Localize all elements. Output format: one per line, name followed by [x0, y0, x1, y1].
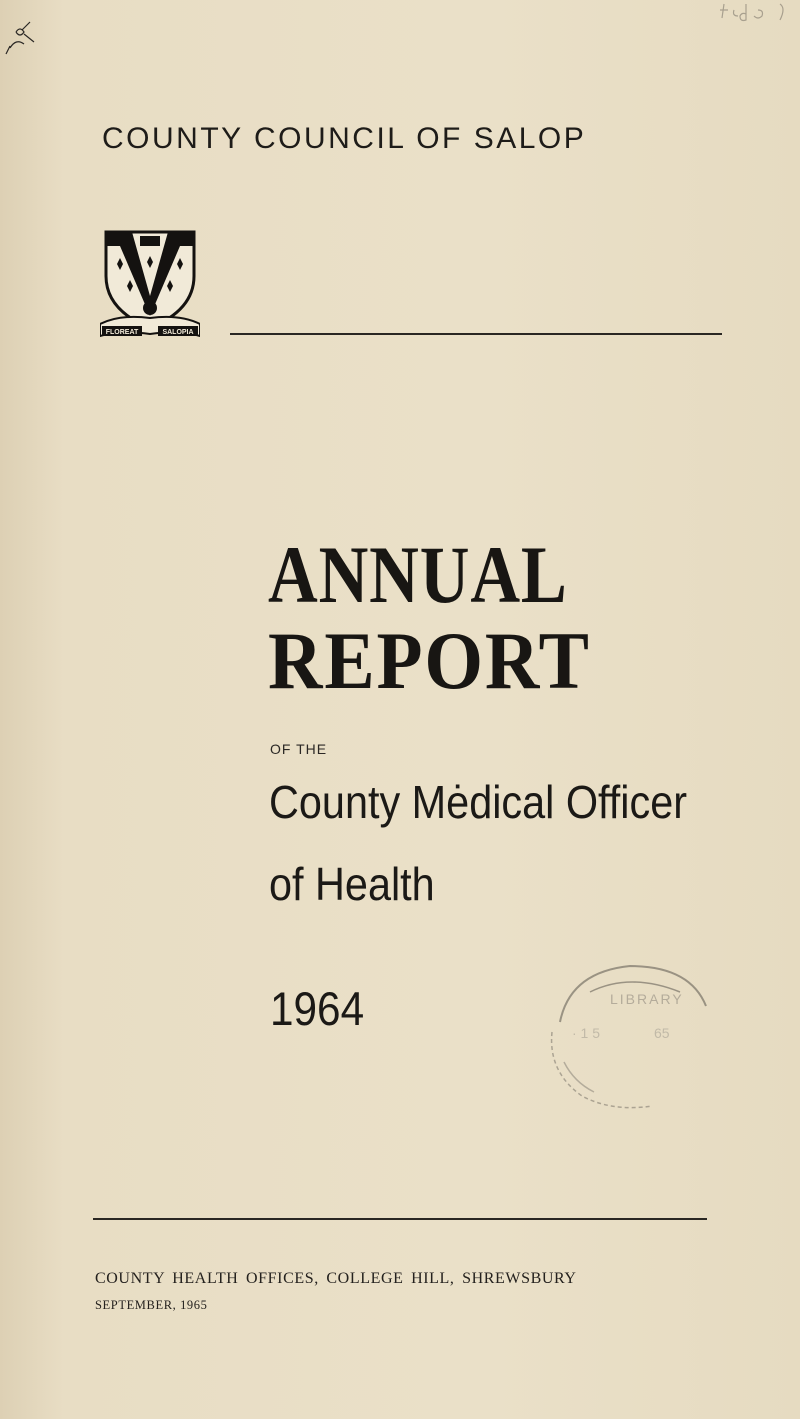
publication-date: SEPTEMBER, 1965: [95, 1298, 208, 1312]
officer-title-line2: of Health: [269, 858, 435, 910]
svg-text:· 1 5: · 1 5: [572, 1025, 601, 1041]
handwritten-mark-icon: [2, 18, 42, 58]
council-title: COUNTY COUNCIL OF SALOP: [102, 122, 587, 155]
coat-of-arms-icon: [100, 228, 200, 344]
title-report: REPORT: [268, 615, 591, 706]
report-year: 1964: [270, 982, 365, 1035]
library-stamp-icon: [530, 952, 720, 1112]
stamp-text: LIBRARY: [610, 991, 684, 1007]
bottom-rule: [93, 1218, 707, 1220]
of-the-label: OF THE: [270, 741, 328, 757]
svg-text:FLOREAT: FLOREAT: [105, 329, 139, 336]
top-rule: [230, 333, 722, 335]
officer-title-line1: County Mėdical Officer: [269, 776, 688, 828]
title-annual: ANNUAL: [268, 529, 568, 620]
svg-text:65: 65: [654, 1025, 670, 1041]
pencil-mark-icon: [718, 0, 798, 32]
svg-text:SALOPIA: SALOPIA: [162, 329, 194, 336]
address-line: COUNTY HEALTH OFFICES, COLLEGE HILL, SHREWSBURY: [95, 1270, 577, 1287]
